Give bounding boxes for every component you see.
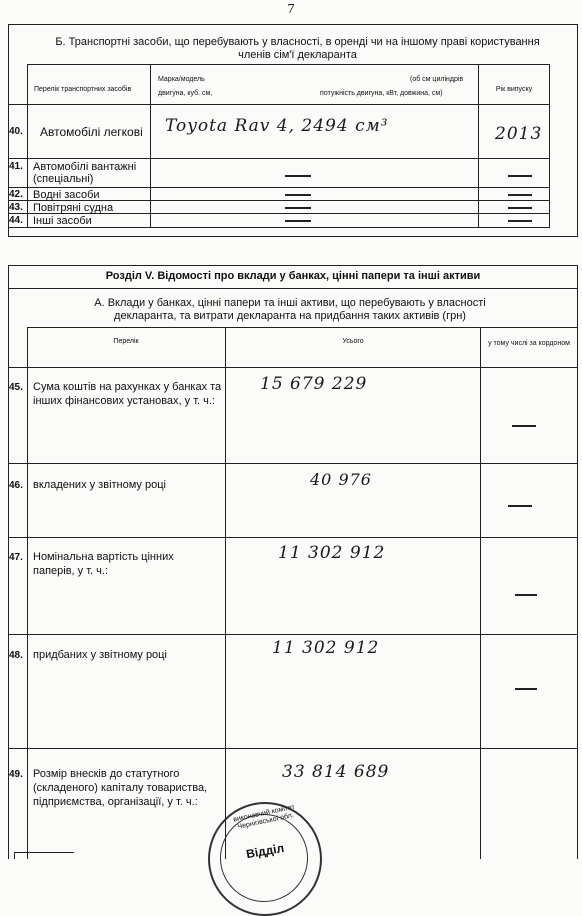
dash-mark bbox=[285, 207, 311, 209]
col-header-abroad: у тому числі за кордоном bbox=[488, 340, 570, 347]
dash-mark bbox=[508, 194, 532, 196]
col-header-list: Перелік bbox=[113, 338, 139, 345]
dash-mark bbox=[285, 175, 311, 177]
dash-mark bbox=[508, 207, 532, 209]
col-header-make-d: потужність двигуна, кВт, довжина, см) bbox=[320, 90, 443, 97]
dash-mark bbox=[285, 220, 311, 222]
section-b-table bbox=[0, 0, 582, 240]
row-number: 41. bbox=[9, 161, 23, 172]
dash-mark bbox=[508, 220, 532, 222]
dash-mark bbox=[508, 175, 532, 177]
handwritten-value: 11 302 912 bbox=[272, 638, 380, 658]
row-number: 44. bbox=[9, 215, 23, 226]
row-number: 48. bbox=[9, 650, 23, 661]
col-header-make-b: (об см циліндрів bbox=[410, 76, 464, 83]
row-label: Повітряні судна bbox=[33, 202, 114, 214]
page-number: 7 bbox=[287, 2, 295, 17]
row-label: Автомобілі легкові bbox=[40, 125, 143, 139]
col-header-year: Рік випуску bbox=[495, 86, 533, 93]
dash-mark bbox=[285, 194, 311, 196]
row-label: Водні засоби bbox=[33, 189, 100, 201]
section-v-table bbox=[0, 260, 582, 862]
section-v-subtitle: А. Вклади у банках, цінні папери та інші активи, що перебувають у власності декларанта, та витрати декларанта на придбання таких активів (грн) bbox=[94, 297, 486, 322]
row-number: 45. bbox=[9, 382, 23, 393]
row-number: 42. bbox=[9, 189, 23, 200]
stamp-center-text: Відділ bbox=[245, 840, 286, 862]
stamp-ring-text: виконавчий комітет Чернігівської обл. bbox=[232, 803, 296, 831]
row-label: Сума коштів на рахунках у банках та інших фінансових установах, у т. ч.: bbox=[33, 381, 222, 407]
handwritten-value: 11 302 912 bbox=[278, 543, 386, 563]
handwritten-value: 15 679 229 bbox=[260, 374, 368, 394]
row-number: 43. bbox=[9, 202, 23, 213]
section-b-title: Б. Транспортні засоби, що перебувають у власності, в оренді чи на іншому праві користування членів сім'ї декларанта bbox=[55, 36, 540, 61]
row-label: Розмір внесків до статутного (складеного) капіталу товариства, підприємства, організації, у т. ч.: bbox=[33, 768, 208, 808]
dash-mark bbox=[515, 594, 537, 596]
row-label: Автомобілі вантажні (спеціальні) bbox=[33, 161, 137, 185]
handwritten-value: 33 814 689 bbox=[282, 762, 390, 782]
row-number: 40. bbox=[9, 126, 23, 137]
dash-mark bbox=[508, 505, 532, 507]
row-label: вкладених у звітному році bbox=[33, 479, 166, 491]
col-header-make-c: двигуна, куб. см, bbox=[158, 90, 213, 97]
col-header-make-a: Марка/модель bbox=[158, 76, 205, 83]
section-v-title: Розділ V. Відомості про вклади у банках, цінні папери та інші активи bbox=[105, 270, 481, 282]
row-label: Інші засоби bbox=[33, 215, 92, 227]
row-number: 46. bbox=[9, 480, 23, 491]
handwritten-model: Toyota Rav 4, 2494 см³ bbox=[165, 116, 389, 136]
row-label: придбаних у звітному році bbox=[33, 649, 167, 661]
dash-mark bbox=[512, 425, 536, 427]
row-number: 49. bbox=[9, 769, 23, 780]
handwritten-year: 2013 bbox=[495, 124, 543, 144]
col-header-list: Перелік транспортних засобів bbox=[34, 86, 132, 93]
row-number: 47. bbox=[9, 552, 23, 563]
dash-mark bbox=[515, 688, 537, 690]
official-stamp bbox=[208, 802, 322, 916]
col-header-total: Усього bbox=[342, 338, 364, 345]
row-label: Номінальна вартість цінних паперів, у т. ч.: bbox=[33, 551, 174, 577]
handwritten-value: 40 976 bbox=[310, 470, 372, 489]
